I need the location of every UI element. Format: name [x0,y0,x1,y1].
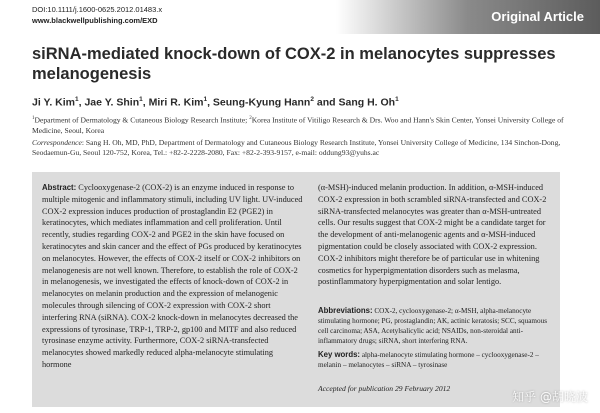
abstract-label: Abstract: [42,183,77,192]
author-affiliation-mark: 1 [75,96,79,103]
affiliation-mark: 2 [249,116,252,121]
correspondence-label: Correspondence [32,138,82,147]
keywords-text: alpha-melanocyte stimulating hormone – cyclooxygenase-2 – melanin – melanocytes – siRNA – tyrosinase [318,351,539,369]
affiliation-text: Korea Institute of Vitiligo Research & Drs. Woo and Hann's Skin Center, Yonsei University College of Medicine, Seoul, Korea [32,115,564,135]
paper-title: siRNA-mediated knock-down of COX-2 in melanocytes suppresses melanogenesis [32,45,556,83]
abstract-left-column [42,182,304,371]
keywords [318,350,552,370]
abbreviations-label: Abbreviations: [318,306,373,315]
correspondence-text: : Sang H. Oh, MD, PhD, Department of Dermatology and Cutaneous Biology Research Institute, Yonsei University College of Medicine, 134 Sinchon-Dong, Seodaemun-Gu, Seoul 120-752, Korea, Tel.: +82-2-2228-2080, Fax: +82-2-393-9157, e-mail: oddung93@yuhs.ac [32,138,561,158]
keywords-label: Key words: [318,350,361,359]
abstract-right-column [318,182,552,288]
affiliations [32,114,577,136]
affiliation-mark: 1 [32,116,35,121]
doi-text: DOI:10.1111/j.1600-0625.2012.01483.x [32,5,163,14]
author-affiliation-mark: 1 [395,96,399,103]
author-name: Ji Y. Kim [32,96,75,109]
author-name: Miri R. Kim [148,96,204,109]
journal-website[interactable]: www.blackwellpublishing.com/EXD [32,16,158,25]
author-name: Seung-Kyung Hann [212,96,311,109]
abstract-text-left: Cyclooxygenase-2 (COX-2) is an enzyme induced in response to multiple mitogenic and inflammatory stimuli, including UV light. UV-induced COX-2 expression induces production of prostaglandin E2 (PGE2) in keratinocytes, which mediates inflammation and cell proliferation. Until recently, studies regarding COX-2 and PGE2 in the skin have focused on keratinocytes and skin cancer and the effect of PGs produced by keratinocytes on melanocytes. However, the effects of COX-2 itself or COX-2 inhibitors on melanogenesis are not well known. Therefore, to establish the role of COX-2 in melanogenesis, we investigated the effects of knock-down of COX-2 in melanocytes on melanin production and the expression of melanogenic molecules through silencing of COX-2 expression with COX-2 short interfering RNA (siRNA). COX-2 knock-down in melanocytes decreased the expressions of tyrosinase, TRP-1, TRP-2, gp100 and MITF and also reduced tyrosinase enzyme activity. Furthermore, COX-2 siRNA-transfected melanocytes showed markedly reduced alpha-melanocyte stimulating hormone [42,183,303,369]
author-affiliation-mark: 1 [203,96,208,103]
abbreviations-text: COX-2, cyclooxygenase-2; α-MSH, alpha-melanocyte stimulating hormone; PG, prostaglandin; AK, actinic keratosis; SCC, squamous cell carcinoma; ASA, Acetylsalicylic acid; NSAIDs, non-steroidal anti-inflammatory drugs; siRNA, short interfering RNA. [318,307,547,345]
watermark: 知乎 @胡晓波 [512,390,588,404]
affiliation-text: Department of Dermatology & Cutaneous Biology Research Institute; [34,115,250,125]
author-name: Jae Y. Shin [84,96,140,109]
author-affiliation-mark: 2 [310,96,314,103]
article-type-label: Original Article [491,9,584,24]
correspondence [32,138,577,159]
abstract-text-right: (α-MSH)-induced melanin production. In addition, α-MSH-induced COX-2 expression in both scrambled siRNA-transfected and COX-2 siRNA-transfected melanocytes was greater than α-MSH-untreated cells. Our results suggest that COX-2 might be a candidate target for the development of anti-melanogenic agents and α-MSH-induced pigmentation could be closely associated with COX-2 expression. COX-2 inhibitors might therefore be of particular use in whitening cosmetics for hyperpigmentation disorders such as melasma, postinflammatory hyperpigmentation and solar lentigo. [318,183,547,287]
abbreviations [318,306,552,346]
author-name: Sang H. Oh [338,96,396,109]
author-affiliation-mark: 1 [139,96,143,103]
author-list: Ji Y. Kim$^1$, Jae Y. Shin$^1$, Miri R. Kim$^1$, Seung-Kyung Hann$^2$ and Sang H. Oh$^1$ [32,96,399,109]
accepted-date: Accepted for publication 29 February 2012 [318,384,451,393]
